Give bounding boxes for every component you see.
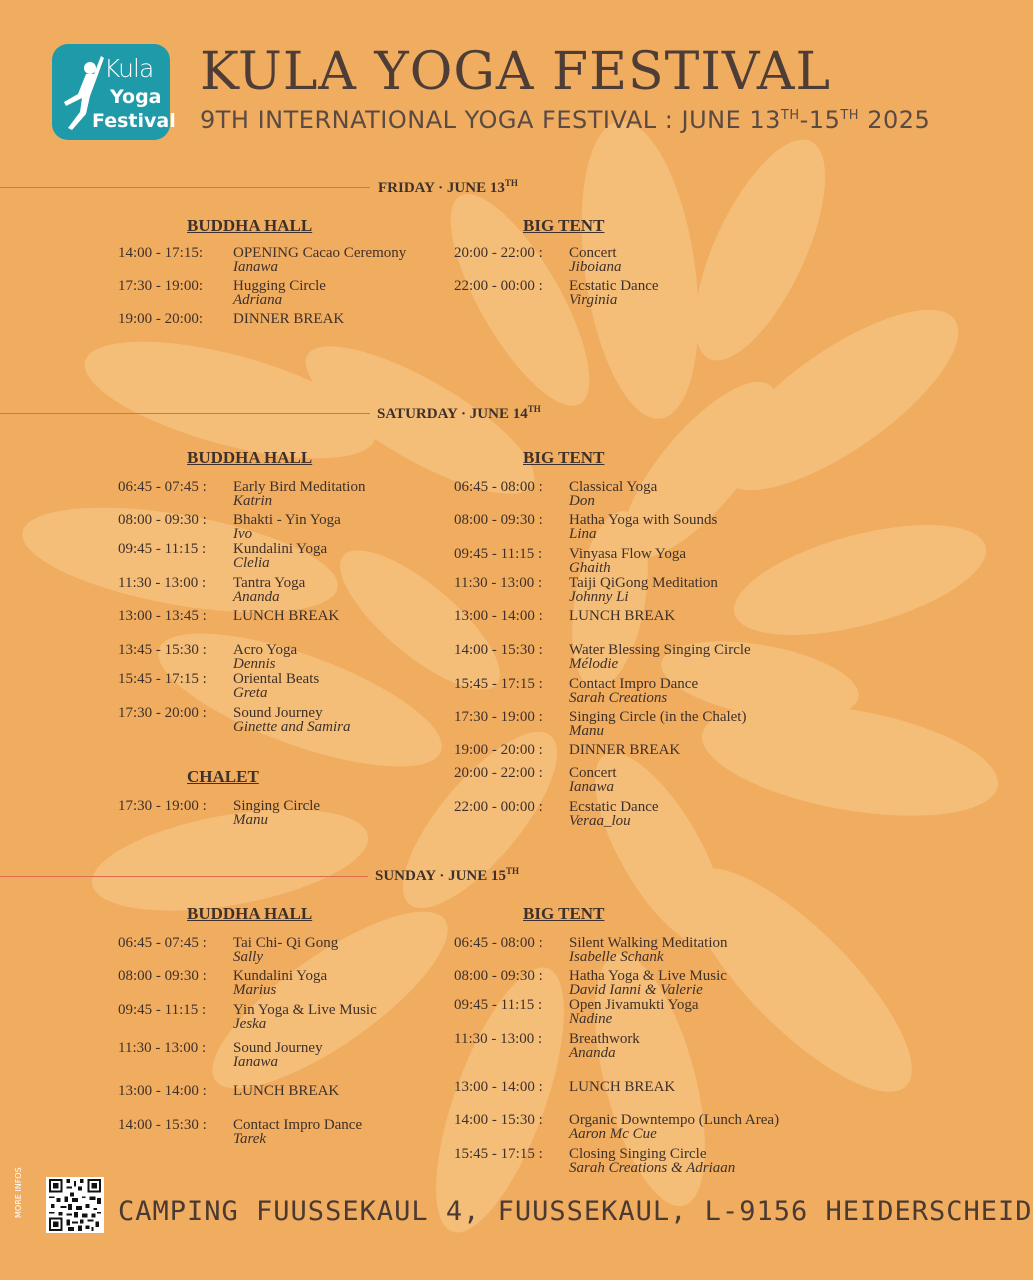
activity: Ecstatic Dance — [569, 278, 659, 294]
more-info-label: MORE INFOS — [14, 1167, 23, 1218]
activity: OPENING Cacao Ceremony — [233, 245, 407, 261]
festival-logo — [52, 44, 176, 140]
activity: Singing Circle (in the Chalet) — [569, 709, 747, 725]
time: 06:45 - 07:45 : — [118, 935, 207, 951]
activity: Yin Yoga & Live Music — [233, 1002, 377, 1018]
instructor: David Ianni & Valerie — [569, 982, 703, 998]
logo-text-festival: Festival — [92, 110, 176, 132]
activity: Vinyasa Flow Yoga — [569, 546, 687, 562]
time: 08:00 - 09:30 : — [118, 512, 207, 528]
instructor: Ivo — [233, 526, 253, 542]
venue-address: CAMPING FUUSSEKAUL 4, FUUSSEKAUL, L-9156 HEIDERSCHEID — [118, 1196, 1033, 1227]
time: 08:00 - 09:30 : — [454, 512, 543, 528]
time: 06:45 - 07:45 : — [118, 479, 207, 495]
instructor: Mélodie — [569, 656, 619, 672]
instructor: Tarek — [233, 1131, 267, 1147]
activity: Kundalini Yoga — [233, 541, 328, 557]
time: 17:30 - 19:00 : — [454, 709, 543, 725]
time: 08:00 - 09:30 : — [118, 968, 207, 984]
venue-chalet: CHALET — [187, 767, 259, 786]
activity: Contact Impro Dance — [233, 1117, 363, 1133]
time: 14:00 - 17:15: — [118, 245, 203, 261]
qr-code-icon[interactable] — [46, 1177, 104, 1233]
instructor: Manu — [569, 723, 604, 739]
instructor: Ginette and Samira — [233, 719, 351, 735]
day-header-saturday — [377, 404, 541, 423]
activity: Water Blessing Singing Circle — [569, 642, 751, 658]
instructor: Veraa_lou — [569, 813, 631, 829]
activity: Oriental Beats — [233, 671, 320, 687]
day-label: SATURDAY · JUNE 14 — [377, 406, 528, 422]
time: 20:00 - 22:00 : — [454, 245, 543, 261]
time: 20:00 - 22:00 : — [454, 765, 543, 781]
time: 14:00 - 15:30 : — [454, 642, 543, 658]
activity: Breathwork — [569, 1031, 640, 1047]
instructor: Ianawa — [233, 259, 278, 275]
time: 11:30 - 13:00 : — [118, 1040, 207, 1056]
instructor: Greta — [233, 685, 268, 701]
activity: Ecstatic Dance — [569, 799, 659, 815]
activity: Hatha Yoga & Live Music — [569, 968, 727, 984]
day-header-sunday — [375, 866, 519, 885]
activity: Tai Chi- Qi Gong — [233, 935, 339, 951]
time: 19:00 - 20:00 : — [454, 742, 543, 758]
time: 15:45 - 17:15 : — [454, 676, 543, 692]
instructor: Ghaith — [569, 560, 611, 576]
time: 22:00 - 00:00 : — [454, 278, 543, 294]
time: 19:00 - 20:00: — [118, 311, 203, 327]
time: 17:30 - 19:00: — [118, 278, 203, 294]
activity: LUNCH BREAK — [233, 1083, 340, 1099]
instructor: Virginia — [569, 292, 618, 308]
instructor: Aaron Mc Cue — [569, 1126, 657, 1142]
subtitle-text-mid: -15 — [799, 106, 841, 134]
day-sup: TH — [506, 866, 520, 876]
venue-buddha-hall: BUDDHA HALL — [187, 904, 313, 923]
time: 08:00 - 09:30 : — [454, 968, 543, 984]
time: 06:45 - 08:00 : — [454, 935, 543, 951]
time: 11:30 - 13:00 : — [454, 1031, 543, 1047]
instructor: Marius — [233, 982, 277, 998]
instructor: Johnny Li — [569, 589, 629, 605]
day-sup: TH — [504, 178, 518, 188]
venue-big-tent: BIG TENT — [523, 904, 605, 923]
time: 09:45 - 11:15 : — [454, 546, 543, 562]
activity: Closing Singing Circle — [569, 1146, 707, 1162]
activity: LUNCH BREAK — [233, 608, 340, 624]
time: 13:45 - 15:30 : — [118, 642, 207, 658]
time: 13:00 - 14:00 : — [454, 1079, 543, 1095]
instructor: Lina — [569, 526, 597, 542]
time: 15:45 - 17:15 : — [454, 1146, 543, 1162]
page-title: KULA YOGA FESTIVAL — [200, 42, 832, 102]
logo-text-yoga: Yoga — [110, 86, 162, 108]
instructor: Manu — [233, 812, 268, 828]
divider-line — [0, 187, 370, 188]
day-label: SUNDAY · JUNE 15 — [375, 868, 506, 884]
divider-line — [0, 413, 370, 414]
instructor: Ananda — [233, 589, 280, 605]
activity: Silent Walking Meditation — [569, 935, 728, 951]
activity: Organic Downtempo (Lunch Area) — [569, 1112, 780, 1128]
instructor: Nadine — [569, 1011, 613, 1027]
instructor: Ananda — [569, 1045, 616, 1061]
subtitle-sup-2: TH — [840, 108, 860, 123]
day-header-friday — [378, 178, 518, 197]
instructor: Sarah Creations & Adriaan — [569, 1160, 736, 1176]
activity: Tantra Yoga — [233, 575, 306, 591]
activity: Open Jivamukti Yoga — [569, 997, 699, 1013]
time: 22:00 - 00:00 : — [454, 799, 543, 815]
instructor: Sarah Creations — [569, 690, 668, 706]
time: 14:00 - 15:30 : — [118, 1117, 207, 1133]
time: 11:30 - 13:00 : — [118, 575, 207, 591]
activity: Acro Yoga — [233, 642, 298, 658]
activity: Contact Impro Dance — [569, 676, 699, 692]
activity: LUNCH BREAK — [569, 608, 676, 624]
time: 13:00 - 13:45 : — [118, 608, 207, 624]
instructor: Sally — [233, 949, 263, 965]
activity: Sound Journey — [233, 705, 323, 721]
time: 14:00 - 15:30 : — [454, 1112, 543, 1128]
activity: Singing Circle — [233, 798, 321, 814]
time: 13:00 - 14:00 : — [118, 1083, 207, 1099]
time: 13:00 - 14:00 : — [454, 608, 543, 624]
activity: Hatha Yoga with Sounds — [569, 512, 718, 528]
instructor: Jeska — [233, 1016, 267, 1032]
time: 17:30 - 19:00 : — [118, 798, 207, 814]
venue-buddha-hall: BUDDHA HALL — [187, 216, 313, 235]
instructor: Adriana — [233, 292, 283, 308]
activity: Classical Yoga — [569, 479, 658, 495]
time: 09:45 - 11:15 : — [118, 1002, 207, 1018]
activity: DINNER BREAK — [569, 742, 681, 758]
venue-buddha-hall: BUDDHA HALL — [187, 448, 313, 467]
activity: Kundalini Yoga — [233, 968, 328, 984]
instructor: Jiboiana — [569, 259, 622, 275]
instructor: Clelia — [233, 555, 270, 571]
subtitle-text-year: 2025 — [859, 106, 931, 134]
instructor: Ianawa — [569, 779, 614, 795]
instructor: Ianawa — [233, 1054, 278, 1070]
time: 06:45 - 08:00 : — [454, 479, 543, 495]
time: 09:45 - 11:15 : — [118, 541, 207, 557]
divider-line — [0, 876, 368, 877]
subtitle-text: 9TH INTERNATIONAL YOGA FESTIVAL : JUNE 13 — [200, 106, 781, 134]
time: 15:45 - 17:15 : — [118, 671, 207, 687]
instructor: Isabelle Schank — [569, 949, 664, 965]
venue-big-tent: BIG TENT — [523, 448, 605, 467]
instructor: Katrin — [233, 493, 273, 509]
venue-big-tent: BIG TENT — [523, 216, 605, 235]
time: 17:30 - 20:00 : — [118, 705, 207, 721]
activity: Concert — [569, 765, 617, 781]
logo-text-kula: Kula — [104, 54, 154, 83]
activity: LUNCH BREAK — [569, 1079, 676, 1095]
time: 11:30 - 13:00 : — [454, 575, 543, 591]
instructor: Don — [569, 493, 595, 509]
activity: Concert — [569, 245, 617, 261]
activity: Taiji QiGong Meditation — [569, 575, 718, 591]
day-label: FRIDAY · JUNE 13 — [378, 180, 505, 196]
subtitle-sup-1: TH — [780, 108, 800, 123]
day-sup: TH — [527, 404, 541, 414]
activity: Early Bird Meditation — [233, 479, 366, 495]
activity: Bhakti - Yin Yoga — [233, 512, 341, 528]
activity: Sound Journey — [233, 1040, 323, 1056]
time: 09:45 - 11:15 : — [454, 997, 543, 1013]
activity: DINNER BREAK — [233, 311, 345, 327]
instructor: Dennis — [233, 656, 276, 672]
page-subtitle — [200, 106, 930, 134]
activity: Hugging Circle — [233, 278, 326, 294]
